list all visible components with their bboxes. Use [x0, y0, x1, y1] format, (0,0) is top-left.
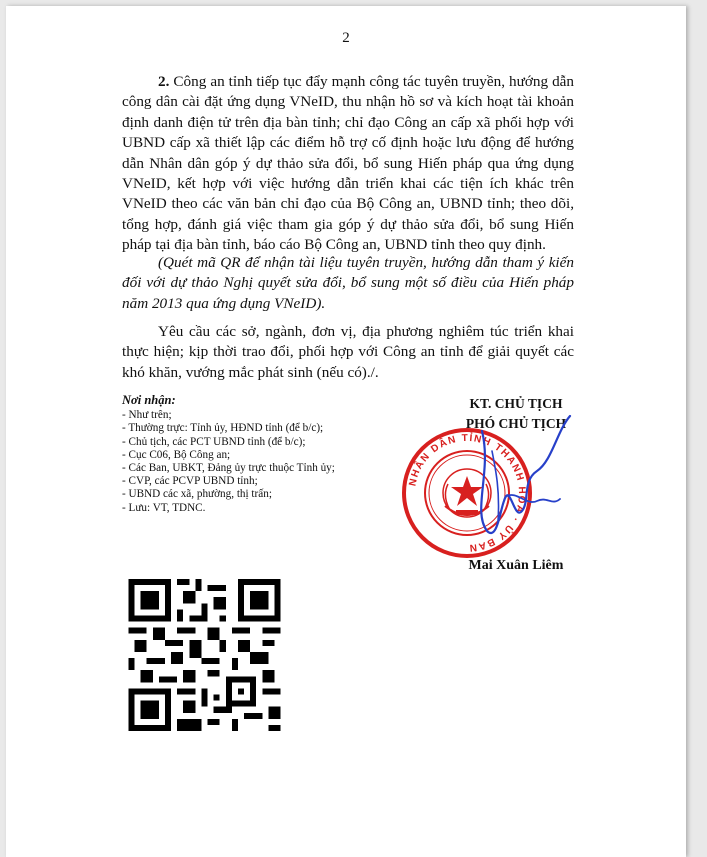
recipient-item: - Chủ tịch, các PCT UBND tỉnh (để b/c);	[122, 435, 306, 448]
recipient-item: - Thường trực: Tỉnh ủy, HĐND tỉnh (để b/c);	[122, 422, 324, 435]
recipients-heading: Nơi nhận:	[122, 393, 176, 407]
recipients-block	[122, 394, 422, 515]
recipient-item: - Các Ban, UBKT, Đảng ủy trực thuộc Tỉnh ủy;	[122, 462, 335, 475]
page-number: 2	[342, 30, 350, 46]
document-page	[6, 6, 686, 857]
paragraph-1	[122, 72, 574, 256]
recipient-item: - Như trên;	[122, 409, 172, 422]
paragraph-1-lead: 2.	[158, 73, 170, 90]
recipient-item: - Lưu: VT, TDNC.	[122, 501, 206, 514]
paragraph-1-text: Công an tỉnh tiếp tục đẩy mạnh công tác tuyên truyền, hướng dẫn công dân cài đặt ứng dụng VNeID, thu nhận hồ sơ và kích hoạt tài khoản định danh điện tử trên địa bàn tỉnh; chỉ đạo Công an cấp xã phối hợp với UBND cấp xã thiết lập các điểm hỗ trợ cố định hoặc lưu động để hướng dẫn Nhân dân góp ý dự thảo sửa đổi, bổ sung Hiến pháp qua ứng dụng VNeID, kết hợp với việc hướng dẫn triển khai các tiện ích khác trên VNeID theo các văn bản chỉ đạo của Bộ Công an, UBND tỉnh; theo dõi, tổng hợp, đánh giá việc tham gia góp ý dự thảo sửa đổi, bổ sung Hiến pháp tại địa bàn tỉnh, báo cáo Bộ Công an, UBND tỉnh theo quy định.	[122, 73, 574, 254]
qr-code-icon	[127, 579, 282, 731]
recipient-item: - CVP, các PCVP UBND tỉnh;	[122, 475, 258, 488]
signer-title-1: KT. CHỦ TỊCH	[469, 396, 563, 411]
paragraph-3: Yêu cầu các sở, ngành, đơn vị, địa phương nghiêm túc triển khai thực hiện; kịp thời trao đổi, phối hợp với Công an tỉnh để giải quyết các khó khăn, vướng mắc phát sinh (nếu có)./.	[122, 323, 574, 381]
recipient-item: - Cục C06, Bộ Công an;	[122, 448, 231, 461]
paragraph-2-qr-note: (Quét mã QR để nhận tài liệu tuyên truyền, hướng dẫn tham ý kiến đối với dự thảo Nghị quyết sửa đổi, bổ sung một số điều của Hiến pháp năm 2013 qua ứng dụng VNeID).	[122, 254, 574, 312]
seal-lettering: NHÂN DÂN TỈNH THANH HÓA · ỦY BAN	[407, 432, 528, 554]
signer-name: Mai Xuân Liêm	[468, 558, 564, 573]
recipient-item: - UBND các xã, phường, thị trấn;	[122, 488, 272, 501]
signer-title-2: PHÓ CHỦ TỊCH	[465, 416, 567, 431]
handwritten-signature-icon	[452, 411, 572, 561]
